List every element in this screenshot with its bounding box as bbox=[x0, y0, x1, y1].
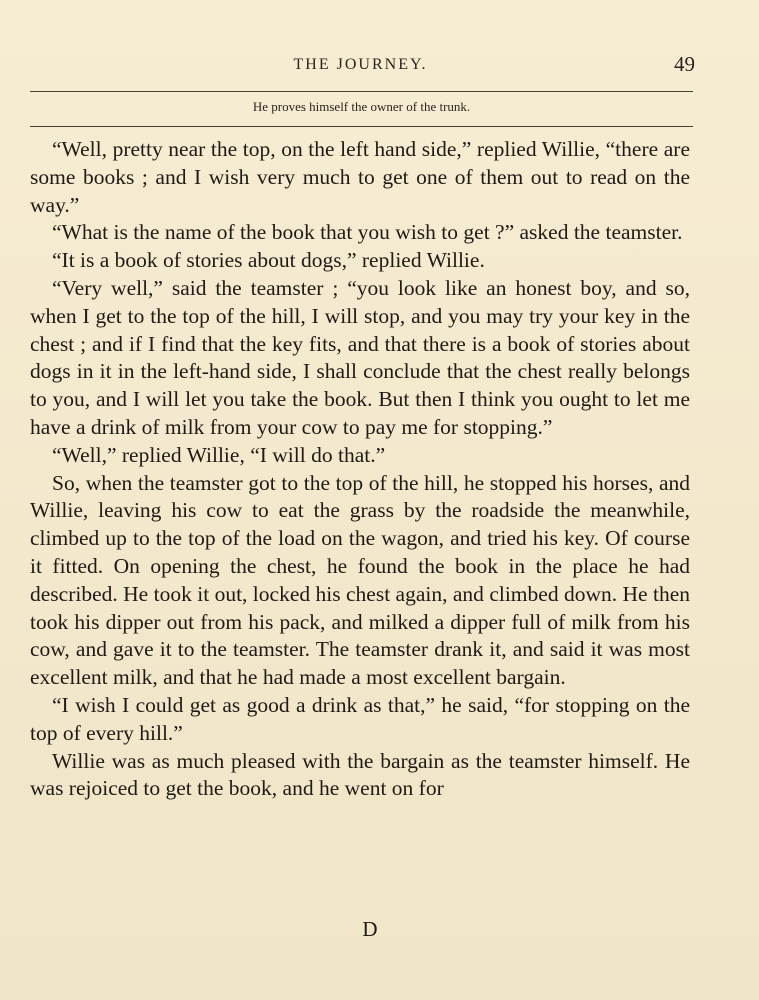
header-rule-bottom bbox=[30, 126, 693, 127]
paragraph: “Well,” replied Willie, “I will do that.” bbox=[52, 442, 386, 467]
paragraph: “It is a book of stories about dogs,” replied Willie. bbox=[52, 248, 485, 273]
paragraph: “Well, pretty near the top, on the left hand side,” replied Willie, “there are some books ; and I wish very much to get one of them out to read on the way.” bbox=[30, 137, 690, 217]
header-rule-top bbox=[30, 91, 693, 92]
paragraph: So, when the teamster got to the top of the hill, he stopped his horses, and Willie, leaving his cow to eat the grass by the roadside the meanwhile, climbed up to the top of the load on the wagon, and tried his key. Of course it fitted. On opening the chest, he found the book in the place he had described. He took it out, locked his chest again, and climbed down. He then took his dipper out from his pack, and milked a dipper full of milk from his cow, and gave it to the teamster. The teamster drank it, and said it was most excellent milk, and that he had made a most excellent bargain. bbox=[30, 470, 690, 690]
signature-mark: D bbox=[362, 917, 378, 941]
body-text bbox=[30, 136, 690, 803]
running-title: THE JOURNEY. bbox=[293, 56, 428, 73]
paragraph: Willie was as much pleased with the bargain as the teamster himself. He was rejoiced to get the book, and he went on for bbox=[30, 748, 690, 801]
page-number: 49 bbox=[674, 52, 695, 76]
chapter-subheading: He proves himself the owner of the trunk. bbox=[252, 99, 471, 114]
paragraph: “Very well,” said the teamster ; “you look like an honest boy, and so, when I get to the top of the hill, I will stop, and you may try your key in the chest ; and if I find that the key fits, and that there is a book of stories about dogs in it in the left-hand side, I shall conclude that the chest really belongs to you, and I will let you take the book. But then I think you ought to let me have a drink of milk from your cow to pay me for stopping.” bbox=[30, 275, 690, 439]
paragraph: “I wish I could get as good a drink as that,” he said, “for stopping on the top of every hill.” bbox=[30, 692, 690, 745]
running-head bbox=[30, 52, 695, 80]
paragraph: “What is the name of the book that you wish to get ?” asked the teamster. bbox=[52, 220, 683, 245]
